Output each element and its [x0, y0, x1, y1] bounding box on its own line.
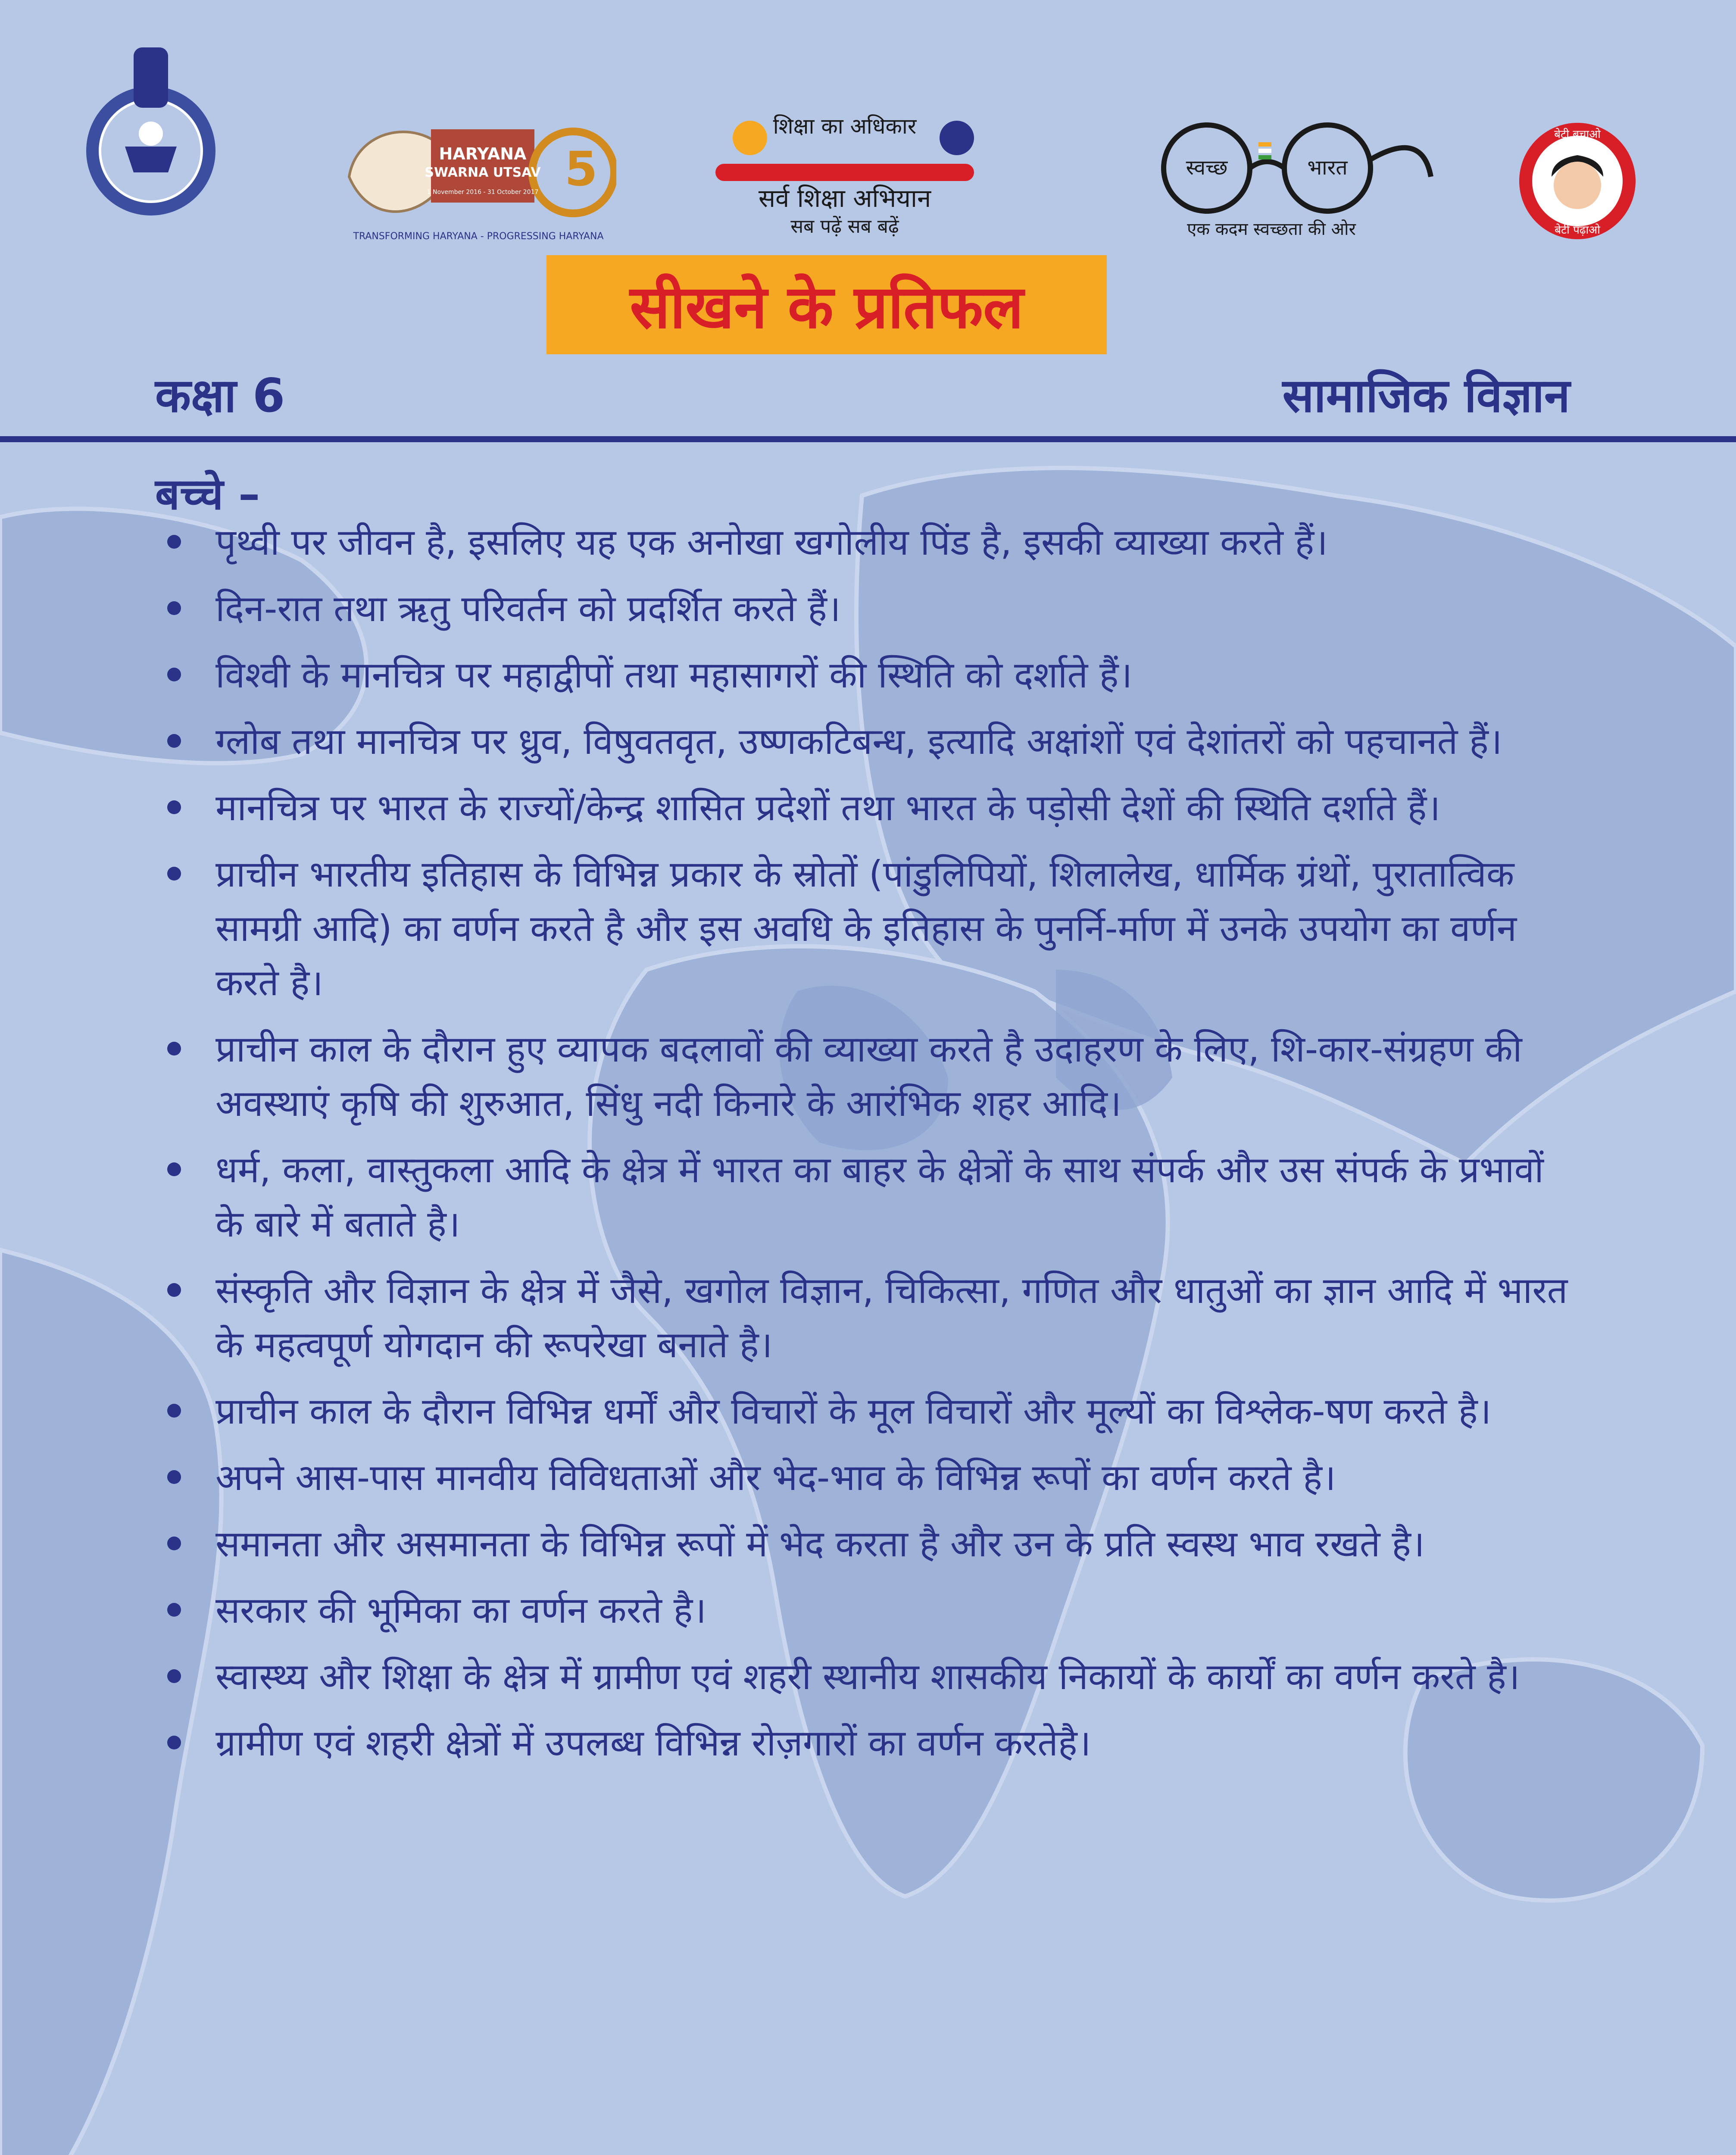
swarna-utsav-line2: SWARNA UTSAV: [425, 165, 541, 180]
outcome-item: पृथ्वी पर जीवन है, इसलिए यह एक अनोखा खगोलीय पिंड है, इसकी व्याख्या करते हैं।: [155, 515, 1569, 569]
header-divider: [0, 436, 1736, 442]
swachh-bharat-logo: [1129, 112, 1439, 241]
outcome-item: प्राचीन भारतीय इतिहास के विभिन्न प्रकार के स्रोतों (पांडुलिपियों, शिलालेख, धार्मिक ग्रंथों, पुरातात्विक सामग्री आदि) का वर्णन करते है और इस अवधि के इतिहास के पुनर्नि-र्माण में उनके उपयोग का वर्णन करते है।: [155, 847, 1569, 1010]
swachh-tagline-text: एक कदम स्वच्छता की ओर: [1187, 219, 1356, 239]
swachh-right-text: भारत: [1307, 156, 1348, 180]
outcome-item: प्राचीन काल के दौरान विभिन्न धर्मों और विचारों के मूल विचारों और मूल्यों का विश्लेक-षण करते है।: [155, 1384, 1569, 1438]
svg-text:5: 5: [565, 141, 598, 197]
swarna-utsav-dates: 1 November 2016 - 31 October 2017: [427, 189, 539, 196]
outcome-item: अपने आस-पास मानवीय विविधताओं और भेद-भाव के विभिन्न रूपों का वर्णन करते है।: [155, 1450, 1569, 1505]
subject-label: सामाजिक विज्ञान: [1282, 369, 1570, 423]
outcome-item: मानचित्र पर भारत के राज्यों/केन्द्र शासित प्रदेशों तथा भारत के पड़ोसी देशों की स्थिति दर्शाते हैं।: [155, 781, 1569, 835]
swarna-utsav-line1: HARYANA: [439, 144, 527, 163]
ssa-name-text: सर्व शिक्षा अभियान: [758, 184, 931, 213]
lead-text: बच्चे –: [155, 469, 260, 519]
outcome-item: धर्म, कला, वास्तुकला आदि के क्षेत्र में भारत का बाहर के क्षेत्रों के साथ संपर्क और उस संपर्क के प्रभावों के बारे में बताते है।: [155, 1143, 1569, 1251]
swarna-utsav-logo: [340, 108, 616, 246]
swachh-left-text: स्वच्छ: [1186, 156, 1228, 180]
outcome-item: ग्रामीण एवं शहरी क्षेत्रों में उपलब्ध विभिन्न रोज़गारों का वर्णन करतेहै।: [155, 1716, 1569, 1770]
outcome-item: संस्कृति और विज्ञान के क्षेत्र में जैसे, खगोल विज्ञान, चिकित्सा, गणित और धातुओं का ज्ञान आदि में भारत के महत्वपूर्ण योगदान की रूपरेखा बनाते है।: [155, 1263, 1569, 1372]
outcome-item: स्वास्थ्य और शिक्षा के क्षेत्र में ग्रामीण एवं शहरी स्थानीय शासकीय निकायों के कार्यों का वर्णन करते है।: [155, 1649, 1569, 1704]
ssa-top-text: शिक्षा का अधिकार: [773, 114, 917, 139]
outcome-item: प्राचीन काल के दौरान हुए व्यापक बदलावों की व्याख्या करते है उदाहरण के लिए, शि-कार-संग्रहण की अवस्थाएं कृषि की शुरुआत, सिंधु नदी किनारे के आरंभिक शहर आदि।: [155, 1022, 1569, 1131]
sarva-shiksha-abhiyan-logo: [698, 86, 1000, 241]
haryana-govt-emblem-logo: [82, 43, 220, 224]
outcome-item: दिन-रात तथा ऋतु परिवर्तन को प्रदर्शित करते हैं।: [155, 581, 1569, 636]
beti-top-text: बेटी बचाओ: [1554, 128, 1601, 141]
outcome-item: समानता और असमानता के विभिन्न रूपों में भेद करता है और उन के प्रति स्वस्थ भाव रखते है।: [155, 1517, 1569, 1571]
class-label: कक्षा 6: [155, 369, 285, 423]
swarna-utsav-tagline: TRANSFORMING HARYANA - PROGRESSING HARYANA: [353, 231, 604, 242]
beti-bachao-logo: [1517, 121, 1638, 241]
beti-bottom-text: बेटी पढ़ाओ: [1555, 224, 1600, 237]
page-title: सीखने के प्रतिफल: [630, 272, 1024, 342]
title-banner: [546, 255, 1107, 354]
outcome-item: विश्वी के मानचित्र पर महाद्वीपों तथा महासागरों की स्थिति को दर्शाते हैं।: [155, 648, 1569, 702]
outcome-item: सरकार की भूमिका का वर्णन करते है।: [155, 1583, 1569, 1637]
outcome-item: ग्लोब तथा मानचित्र पर ध्रुव, विषुवतवृत, उष्णकटिबन्ध, इत्यादि अक्षांशों एवं देशांतरों को पहचानते हैं।: [155, 714, 1569, 768]
learning-outcomes-list: [155, 515, 1569, 1782]
ssa-tagline-text: सब पढ़ें सब बढ़ें: [790, 216, 899, 237]
